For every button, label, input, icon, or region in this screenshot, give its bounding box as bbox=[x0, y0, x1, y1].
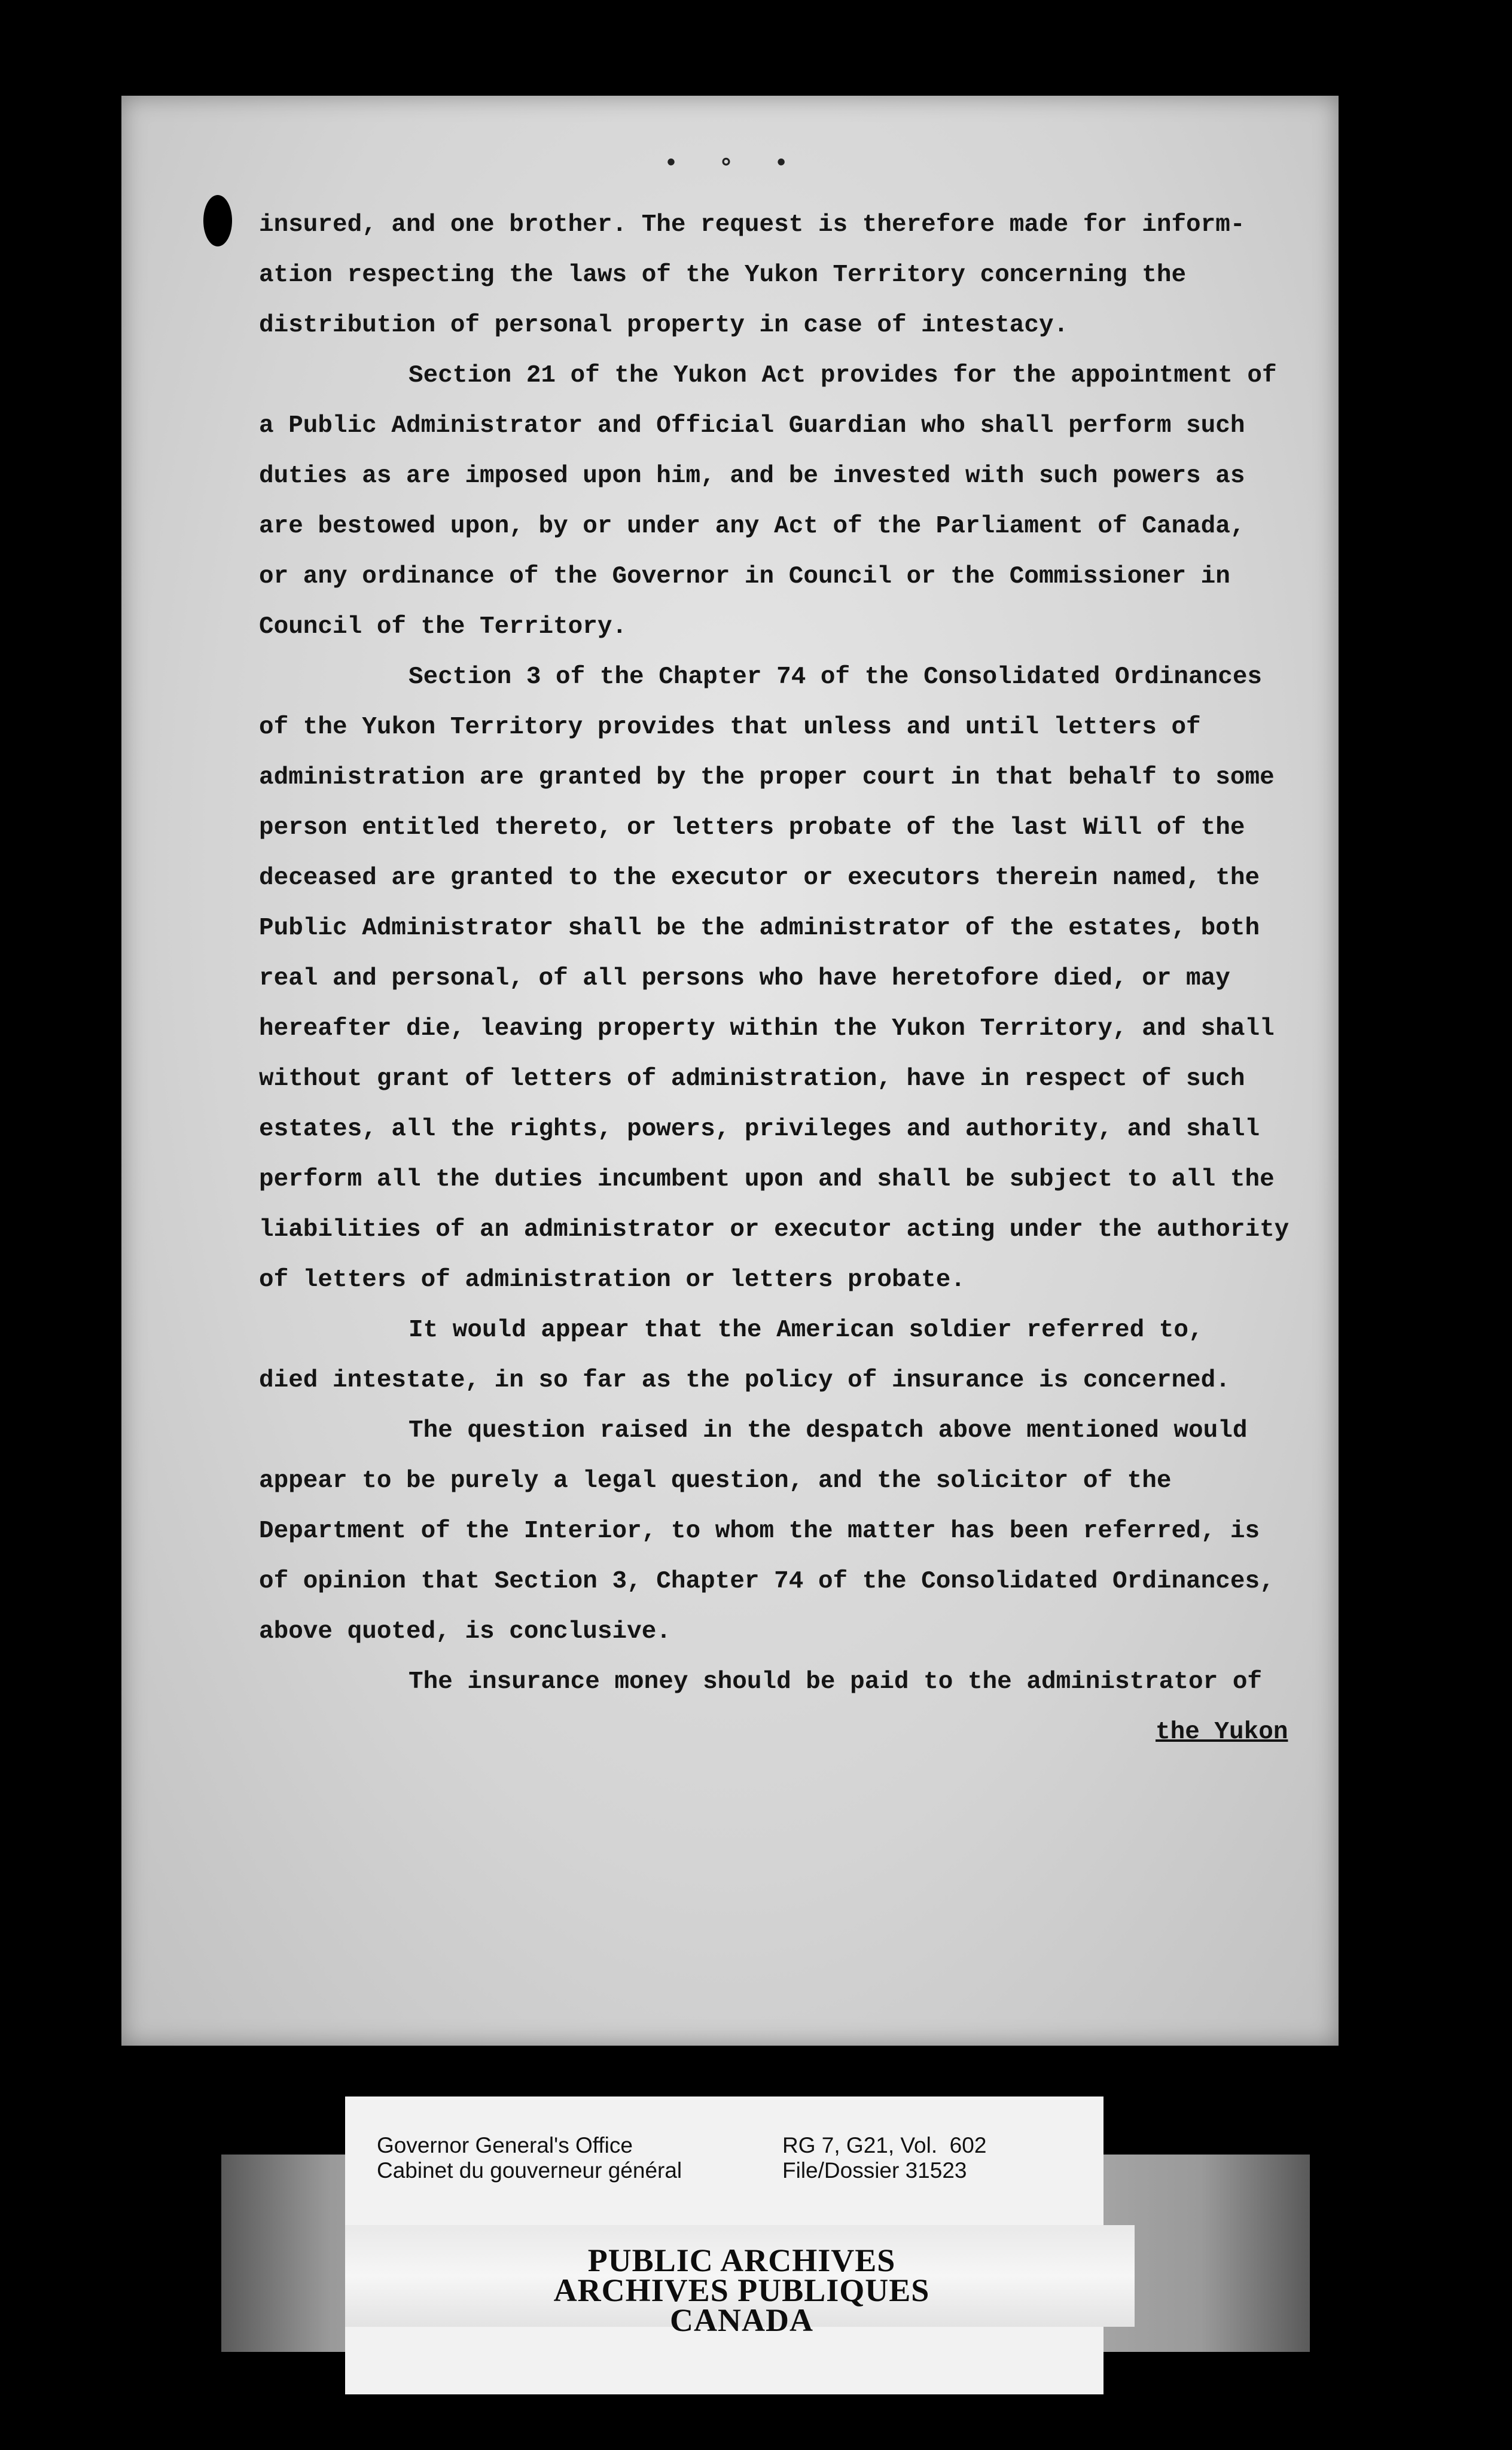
text-line: The question raised in the despatch above mentioned would bbox=[409, 1417, 1248, 1445]
punch-hole bbox=[203, 195, 232, 246]
text-line: are bestowed upon, by or under any Act of the Parliament of Canada, bbox=[259, 513, 1245, 540]
text-line: The insurance money should be paid to the administrator of bbox=[409, 1668, 1263, 1696]
text-line: ation respecting the laws of the Yukon Territory concerning the bbox=[259, 261, 1187, 289]
stamp-line-3: CANADA bbox=[670, 2302, 813, 2338]
text-line: perform all the duties incumbent upon and shall be subject to all the bbox=[259, 1166, 1275, 1193]
stamp-line-1: PUBLIC ARCHIVES bbox=[587, 2242, 896, 2278]
text-line: duties as are imposed upon him, and be invested with such powers as bbox=[259, 462, 1245, 490]
text-line: estates, all the rights, powers, privileges and authority, and shall bbox=[259, 1116, 1260, 1143]
text-line: deceased are granted to the executor or executors therein named, the bbox=[259, 864, 1260, 892]
text-line: or any ordinance of the Governor in Council or the Commissioner in bbox=[259, 563, 1230, 590]
text-line: died intestate, in so far as the policy of insurance is concerned. bbox=[259, 1367, 1230, 1394]
text-line: It would appear that the American soldier referred to, bbox=[409, 1317, 1203, 1344]
office-french: Cabinet du gouverneur général bbox=[377, 2158, 682, 2183]
text-line: of the Yukon Territory provides that unless and until letters of bbox=[259, 714, 1201, 741]
text-line: distribution of personal property in case of intestacy. bbox=[259, 312, 1069, 339]
text-line: Council of the Territory. bbox=[259, 613, 627, 641]
archive-file-number: File/Dossier 31523 bbox=[782, 2158, 967, 2183]
text-line: of opinion that Section 3, Chapter 74 of the Consolidated Ordinances, bbox=[259, 1568, 1275, 1595]
stamp-line-2: ARCHIVES PUBLIQUES bbox=[553, 2272, 930, 2308]
text-line: Public Administrator shall be the administrator of the estates, both bbox=[259, 915, 1260, 942]
text-line: hereafter die, leaving property within the Yukon Territory, and shall bbox=[259, 1015, 1275, 1043]
text-line: person entitled thereto, or letters probate of the last Will of the bbox=[259, 814, 1245, 842]
text-line: of letters of administration or letters probate. bbox=[259, 1266, 965, 1294]
text-line: Section 21 of the Yukon Act provides for the appointment of bbox=[409, 362, 1277, 389]
page-mark: • ∘ • bbox=[664, 151, 802, 178]
text-line: real and personal, of all persons who have heretofore died, or may bbox=[259, 965, 1230, 992]
text-line: administration are granted by the proper court in that behalf to some bbox=[259, 764, 1275, 791]
text-line: above quoted, is conclusive. bbox=[259, 1618, 671, 1645]
text-line: without grant of letters of administration, have in respect of such bbox=[259, 1065, 1245, 1093]
archive-reference: RG 7, G21, Vol. 602 bbox=[782, 2133, 987, 2158]
text-line: Section 3 of the Chapter 74 of the Consolidated Ordinances bbox=[409, 663, 1263, 691]
text-line: a Public Administrator and Official Guardian who shall perform such bbox=[259, 412, 1245, 440]
text-line: liabilities of an administrator or executor acting under the authority bbox=[259, 1216, 1290, 1244]
text-line: Department of the Interior, to whom the matter has been referred, is bbox=[259, 1517, 1260, 1545]
catchword: the Yukon bbox=[1156, 1718, 1288, 1746]
office-english: Governor General's Office bbox=[377, 2133, 633, 2158]
text-line: appear to be purely a legal question, and the solicitor of the bbox=[259, 1467, 1172, 1495]
text-line: insured, and one brother. The request is therefore made for inform- bbox=[259, 211, 1245, 239]
